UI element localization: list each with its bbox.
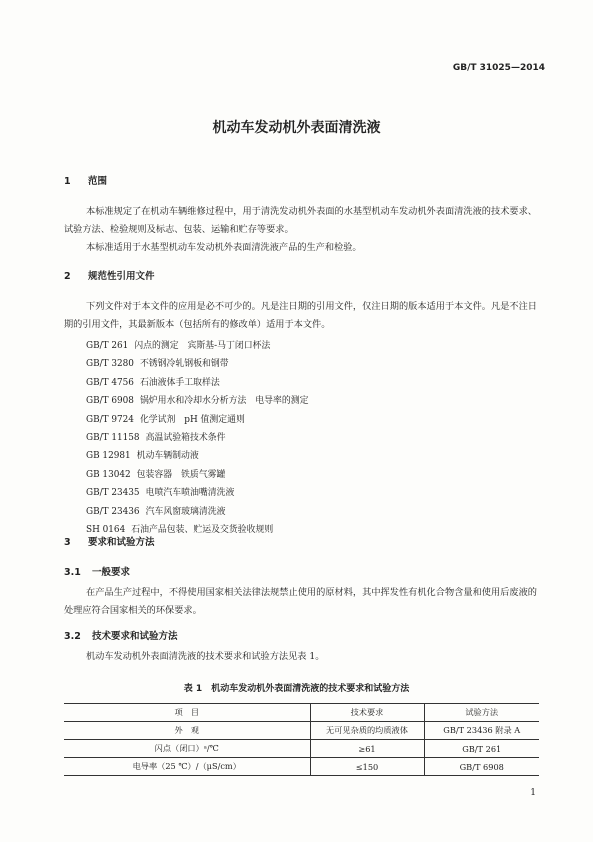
table-cell: GB/T 6908 — [424, 758, 539, 776]
reference-code: GB/T 6908 — [86, 396, 134, 407]
scope-paragraph-2: 本标准适用于水基型机动车发动机外表面清洗液产品的生产和检验。 — [86, 242, 362, 253]
reference-name: 汽车风窗玻璃清洗液 — [145, 506, 226, 517]
table-cell: GB/T 23436 附录 A — [424, 722, 539, 740]
technical-requirements-paragraph: 机动车发动机外表面清洗液的技术要求和试验方法见表 1。 — [86, 651, 325, 662]
reference-item — [86, 484, 309, 502]
reference-code: GB/T 23435 — [86, 488, 140, 499]
reference-name: 高温试验箱技术条件 — [145, 432, 226, 443]
table-cell: 闪点（闭口）ᵃ/℃ — [64, 740, 310, 758]
reference-name: 电喷汽车喷油嘴清洗液 — [145, 488, 235, 499]
table-cell: 电导率（25 ℃）/（μS/cm） — [64, 758, 310, 776]
reference-name: 机动车辆制动液 — [136, 451, 199, 462]
section-3-2-heading — [64, 628, 178, 642]
reference-item — [86, 466, 309, 484]
section-1-title: 范围 — [88, 176, 108, 187]
refs-intro-paragraph: 下列文件对于本文件的应用是必不可少的。凡是注日期的引用文件，仅注日期的版本适用于本文件。凡是不注日期的引用文件，其最新版本（包括所有的修改单）适用于本文件。 — [64, 301, 537, 330]
reference-code: GB/T 3280 — [86, 359, 134, 370]
section-3-1-number: 3.1 — [64, 567, 81, 578]
section-3-1-title: 一般要求 — [92, 567, 131, 578]
reference-code: GB 13042 — [86, 469, 131, 480]
table-row — [64, 758, 539, 776]
reference-code: GB/T 23436 — [86, 506, 140, 517]
reference-item — [86, 429, 309, 447]
reference-name: 锅炉用水和冷却水分析方法 电导率的测定 — [139, 396, 309, 407]
reference-name: 化学试剂 pH 值测定通则 — [139, 414, 245, 425]
section-2-heading — [64, 268, 155, 282]
reference-item — [86, 503, 309, 521]
reference-name: 不锈钢冷轧钢板和钢带 — [139, 359, 229, 370]
standard-code: GB/T 31025—2014 — [452, 63, 545, 73]
table-row — [64, 722, 539, 740]
reference-item — [86, 355, 309, 373]
reference-list — [86, 337, 309, 539]
general-requirements-paragraph: 在产品生产过程中，不得使用国家相关法律法规禁止使用的原材料，其中挥发性有机化合物含量和使用后废液的处理应符合国家相关的环保要求。 — [64, 587, 537, 616]
table-header-cell: 技术要求 — [310, 704, 424, 722]
section-3-heading — [64, 534, 155, 548]
section-2-number: 2 — [64, 271, 71, 282]
reference-name: 包装容器 铁质气雾罐 — [136, 469, 226, 480]
table-cell: 外 观 — [64, 722, 310, 740]
page-number: 1 — [530, 788, 536, 798]
scope-paragraph-1: 本标准规定了在机动车辆维修过程中，用于清洗发动机外表面的水基型机动车发动机外表面清洗液的技术要求、试验方法、检验规则及标志、包装、运输和贮存等要求。 — [64, 206, 537, 235]
table-row — [64, 740, 539, 758]
section-3-1-heading — [64, 564, 130, 578]
reference-item — [86, 374, 309, 392]
reference-item — [86, 392, 309, 410]
section-1-heading — [64, 173, 107, 187]
table-caption: 表 1 机动车发动机外表面清洗液的技术要求和试验方法 — [183, 684, 410, 694]
reference-item — [86, 337, 309, 355]
reference-item — [86, 447, 309, 465]
section-1-number: 1 — [64, 176, 71, 187]
section-3-2-title: 技术要求和试验方法 — [92, 631, 178, 642]
table-header-row — [64, 704, 539, 722]
document-title: 机动车发动机外表面清洗液 — [212, 120, 381, 136]
table-cell: GB/T 261 — [424, 740, 539, 758]
requirements-table — [64, 703, 539, 776]
reference-code: GB/T 4756 — [86, 377, 134, 388]
reference-item — [86, 411, 309, 429]
table-cell: ≥61 — [310, 740, 424, 758]
reference-code: SH 0164 — [86, 524, 126, 535]
reference-code: GB/T 261 — [86, 341, 129, 351]
table-header-cell: 项 目 — [64, 704, 310, 722]
reference-code: GB/T 11158 — [86, 432, 140, 443]
section-3-title: 要求和试验方法 — [88, 537, 155, 548]
reference-code: GB 12981 — [86, 451, 131, 462]
table-cell: 无可见杂质的均质液体 — [310, 722, 424, 740]
reference-code: GB/T 9724 — [86, 414, 134, 425]
table-cell: ≤150 — [310, 758, 424, 776]
reference-name: 石油产品包装、贮运及交货验收规则 — [131, 524, 274, 535]
section-2-title: 规范性引用文件 — [88, 271, 155, 282]
section-3-2-number: 3.2 — [64, 631, 81, 642]
reference-name: 闪点的测定 宾斯基-马丁闭口杯法 — [134, 341, 271, 351]
reference-name: 石油液体手工取样法 — [139, 377, 220, 388]
table-header-cell: 试验方法 — [424, 704, 539, 722]
section-3-number: 3 — [64, 537, 71, 548]
